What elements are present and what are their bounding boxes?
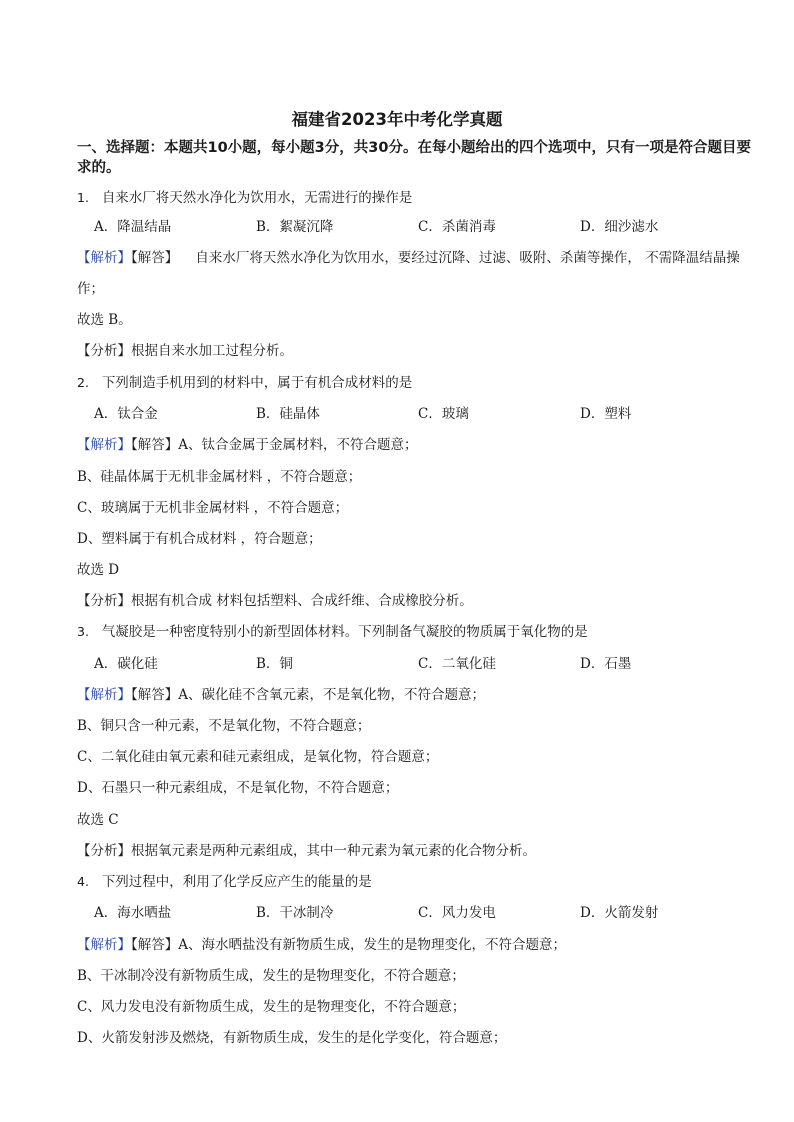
solution-line: C、风力发电没有新物质生成，发生的是物理变化，不符合题意；	[77, 999, 466, 1015]
option-d: D．火箭发射	[580, 905, 659, 921]
solution-line: D、火箭发射涉及燃烧，有新物质生成，发生的是化学变化，符合题意；	[77, 1030, 507, 1046]
solution-line: C、玻璃属于无机非金属材料 ，不符合题意；	[77, 500, 349, 516]
question-number: 2.	[77, 375, 89, 390]
solution-text: A、钛合金属于金属材料，不符合题意；	[178, 437, 418, 453]
analysis-note: 【分析】根据氧元素是两种元素组成，其中一种元素为氧元素的化合物分析。	[77, 843, 536, 859]
option-b: B．干冰制冷	[256, 905, 334, 921]
solution-line: B、硅晶体属于无机非金属材料 ，不符合题意；	[77, 469, 362, 485]
analysis-note: 【分析】根据有机合成 材料包括塑料、合成纤维、合成橡胶分析。	[77, 593, 473, 609]
option-a: A．海水晒盐	[94, 905, 172, 921]
question-2	[77, 374, 412, 392]
solution-line: D、塑料属于有机合成材料 ，符合题意；	[77, 531, 322, 547]
option-d: D．石墨	[580, 656, 632, 672]
option-a: A．降温结晶	[94, 219, 172, 235]
solution-text: A、海水晒盐没有新物质生成，发生的是物理变化，不符合题意；	[178, 937, 566, 953]
solution-line: B、铜只含一种元素，不是氧化物，不符合题意；	[77, 718, 371, 734]
question-number: 3.	[77, 624, 89, 639]
option-b: B．絮凝沉降	[256, 219, 334, 235]
option-c: C．杀菌消毒	[418, 219, 496, 235]
option-d: D．细沙滤水	[580, 219, 659, 235]
analysis-tag: 【解析】	[77, 437, 131, 453]
option-c: C．风力发电	[418, 905, 496, 921]
option-a: A．钛合金	[94, 406, 158, 422]
analysis-note: 【分析】根据自来水加工过程分析。	[77, 343, 293, 359]
section-heading: 一、选择题：本题共10小题，每小题3分，共30分。在每小题给出的四个选项中，只有一项是符合题目要求的。	[77, 140, 751, 176]
solution-line	[77, 436, 418, 454]
option-c: C．玻璃	[418, 406, 469, 422]
option-b: B．硅晶体	[256, 406, 320, 422]
question-stem: 气凝胶是一种密度特别小的新型固体材料。下列制备气凝胶的物质属于氧化物的是	[101, 624, 588, 640]
answer-choice: 故选 B。	[77, 312, 132, 328]
solution-line	[77, 686, 485, 704]
question-stem: 下列制造手机用到的材料中，属于有机合成材料的是	[101, 375, 413, 391]
question-number: 1.	[77, 190, 89, 205]
answer-heading: 【解答】	[131, 250, 179, 266]
question-1	[77, 189, 412, 207]
option-a: A．碳化硅	[94, 656, 158, 672]
answer-heading: 【解答】	[131, 687, 179, 703]
answer-heading: 【解答】	[131, 437, 179, 453]
question-4	[77, 873, 372, 891]
solution-line	[77, 936, 566, 954]
answer-choice: 故选 C	[77, 812, 119, 828]
answer-heading: 【解答】	[131, 937, 179, 953]
analysis-tag: 【解析】	[77, 687, 131, 703]
solution-line: 自来水厂将天然水净化为饮用水，要经过沉降、过滤、吸附、杀菌等操作， 不需降温结晶操作；	[77, 250, 740, 297]
question-stem: 下列过程中，利用了化学反应产生的能量的是	[101, 874, 372, 890]
question-stem: 自来水厂将天然水净化为饮用水，无需进行的操作是	[101, 190, 413, 206]
option-c: C．二氧化硅	[418, 656, 496, 672]
option-b: B．铜	[256, 656, 293, 672]
solution-text	[77, 243, 757, 305]
solution-line: D、石墨只一种元素组成，不是氧化物，不符合题意；	[77, 780, 399, 796]
analysis-tag: 【解析】	[77, 250, 131, 266]
page-title: 福建省2023年中考化学真题	[291, 110, 503, 129]
answer-choice: 故选 D	[77, 562, 120, 578]
analysis-tag: 【解析】	[77, 937, 131, 953]
question-3	[77, 623, 588, 641]
question-number: 4.	[77, 874, 89, 889]
solution-line: B、干冰制冷没有新物质生成，发生的是物理变化，不符合题意；	[77, 968, 465, 984]
solution-line: C、二氧化硅由氧元素和硅元素组成，是氧化物，符合题意；	[77, 749, 439, 765]
option-d: D．塑料	[580, 406, 632, 422]
solution-text: A、碳化硅不含氧元素，不是氧化物，不符合题意；	[178, 687, 485, 703]
